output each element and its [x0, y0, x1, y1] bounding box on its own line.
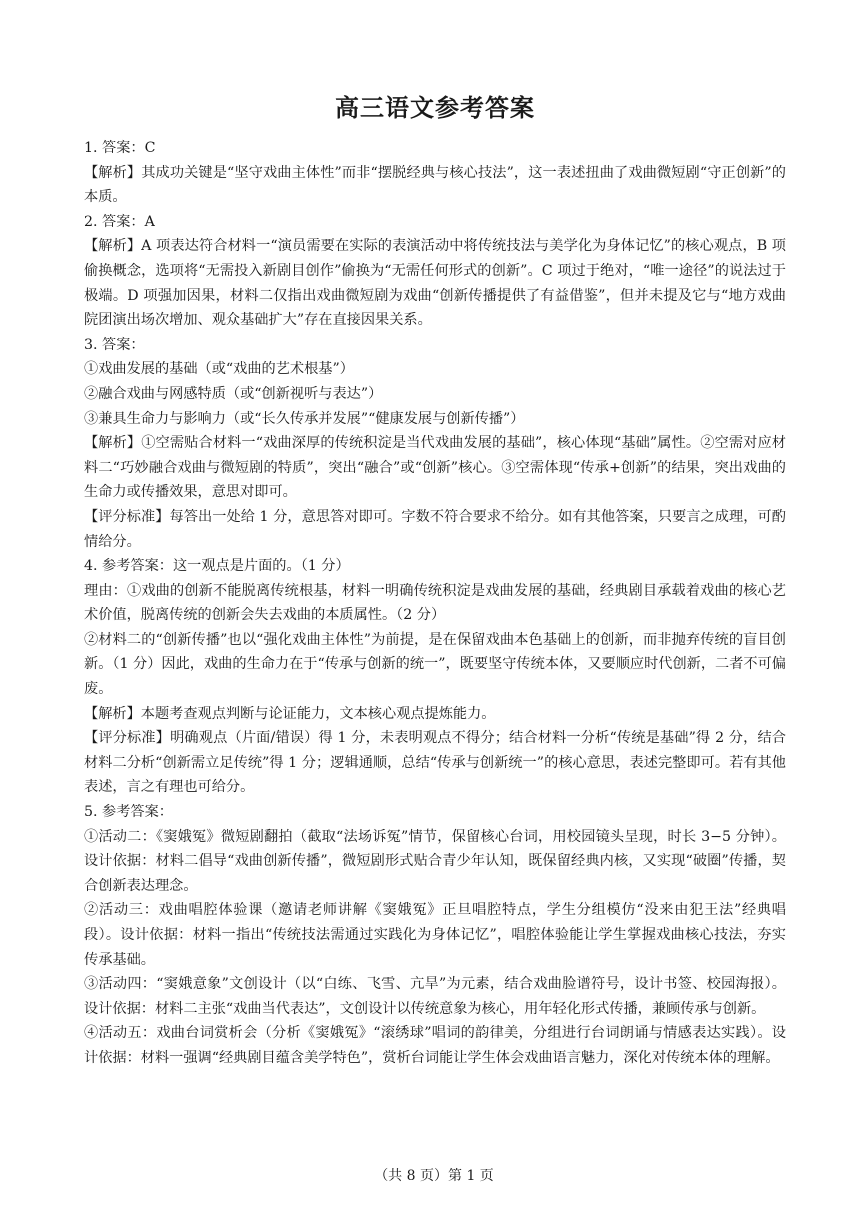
answer-item-q3-3: ③兼具生命力与影响力（或“长久传承并发展”“健康发展与创新传播”） [84, 410, 525, 427]
activity-item-3: ②活动三：戏曲唱腔体验课（邀请老师讲解《窦娥冤》正旦唱腔特点，学生分组模仿“没来由犯王法”经典唱段）。设计依据：材料一指出“传统技法需通过实践化为身体记忆”，唱腔体验能让学生掌握戏曲核心技法，夯实传承基础。 [84, 902, 786, 968]
answer-line-q2: 2. 答案：A [84, 213, 155, 230]
reason-q4-1: 理由：①戏曲的创新不能脱离传统根基，材料一明确传统积淀是戏曲发展的基础，经典剧目承载着戏曲的核心艺术价值，脱离传统的创新会失去戏曲的本质属性。（2 分） [84, 582, 786, 624]
scoring-q4: 【评分标准】明确观点（片面/错误）得 1 分，未表明观点不得分；结合材料一分析“传统是基础”得 2 分，结合材料二分析“创新需立足传统”得 1 分；逻辑通顺，总结“传承与创新统一”的核心意思，表述完整即可。若有其他表述，言之有理也可给分。 [84, 730, 786, 796]
explanation-q2: 【解析】A 项表达符合材料一“演员需要在实际的表演活动中将传统技法与美学化为身体记忆”的核心观点，B 项偷换概念，选项将“无需投入新剧目创作”偷换为“无需任何形式的创新”。C 项过于绝对，“唯一途径”的说法过于极端。D 项强加因果，材料二仅指出戏曲微短剧为戏曲“创新传播提供了有益借鉴”，但并未提及它与“地方戏曲院团演出场次增加、观众基础扩大”存在直接因果关系。 [84, 238, 786, 329]
answer-line-q1: 1. 答案：C [84, 140, 156, 156]
answer-item-q3-1: ①戏曲发展的基础（或“戏曲的艺术根基”） [84, 361, 354, 378]
scoring-q3: 【评分标准】每答出一处给 1 分，意思答对即可。字数不符合要求不给分。如有其他答案，只要言之成理，可酌情给分。 [84, 508, 786, 550]
answer-line-q5: 5. 参考答案： [84, 804, 173, 821]
explanation-q3: 【解析】①空需贴合材料一“戏曲深厚的传统积淀是当代戏曲发展的基础”，核心体现“基础”属性。②空需对应材料二“巧妙融合戏曲与微短剧的特质”，突出“融合”或“创新”核心。③空需体现“传承+创新”的结果，突出戏曲的生命力或传播效果，意思对即可。 [84, 435, 786, 501]
answer-line-q3: 3. 答案： [84, 336, 145, 353]
activity-item-2: ①活动二：《窦娥冤》微短剧翻拍（截取“法场诉冤”情节，保留核心台词，用校园镜头呈现，时长 3−5 分钟）。设计依据：材料二倡导“戏曲创新传播”，微短剧形式贴合青少年认知，既保留经典内核，又实现“破圈”传播，契合创新表达理念。 [84, 828, 786, 894]
activity-item-4: ③活动四：“窦娥意象”文创设计（以“白练、飞雪、亢旱”为元素，结合戏曲脸谱符号，设计书签、校园海报）。设计依据：材料二主张“戏曲当代表达”，文创设计以传统意象为核心，用年轻化形式传播，兼顾传承与创新。 [84, 976, 786, 1017]
page-title: 高三语文参考答案 [335, 94, 535, 122]
explanation-q4: 【解析】本题考查观点判断与论证能力，文本核心观点提炼能力。 [84, 705, 496, 722]
answer-item-q3-2: ②融合戏曲与网感特质（或“创新视听与表达”） [84, 385, 383, 402]
reason-q4-2: ②材料二的“创新传播”也以“强化戏曲主体性”为前提，是在保留戏曲本色基础上的创新，而非抛弃传统的盲目创新。（1 分）因此，戏曲的生命力在于“传承与创新的统一”，既要坚守传统本体，又要顺应时代创新，二者不可偏废。 [84, 631, 786, 698]
page-footer: （共 8 页）第 1 页 [374, 1168, 494, 1184]
answer-content [84, 136, 786, 1071]
answer-line-q4: 4. 参考答案：这一观点是片面的。（1 分） [84, 558, 350, 575]
explanation-q1: 【解析】其成功关键是“坚守戏曲主体性”而非“摆脱经典与核心技法”，这一表述扭曲了戏曲微短剧“守正创新”的本质。 [84, 164, 786, 206]
activity-item-5: ④活动五：戏曲台词赏析会（分析《窦娥冤》“滚绣球”唱词的韵律美，分组进行台词朗诵与情感表达实践）。设计依据：材料一强调“经典剧目蕴含美学特色”，赏析台词能让学生体会戏曲语言魅力，深化对传统本体的理解。 [84, 1025, 786, 1066]
